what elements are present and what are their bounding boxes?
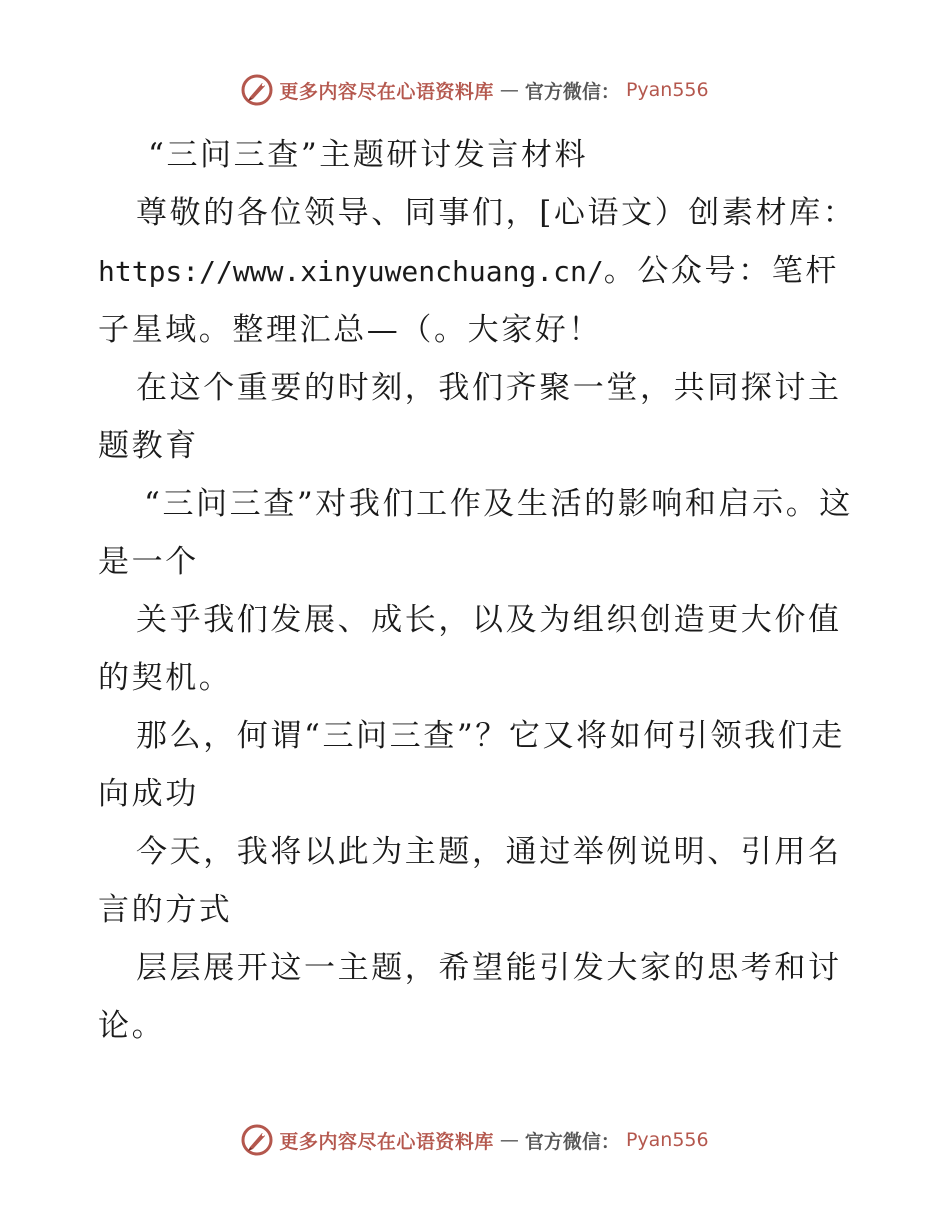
paragraph-2: “三问三查”对我们工作及生活的影响和启示。这是一个 [98, 486, 853, 580]
footer-banner-text: 更多内容尽在心语资料库 [279, 1130, 494, 1153]
header-banner-dash: — [499, 79, 519, 101]
greeting-paragraph [98, 184, 858, 359]
document-title: “三问三查”主题研讨发言材料 [148, 137, 589, 173]
greeting-text-start: 尊敬的各位领导、同事们，[心语文）创素材库： [136, 195, 857, 231]
greeting-text-end: 。公众号：笔杆子星域。整理汇总—（。大家好！ [98, 253, 839, 348]
footer-wechat-label: 官方微信： [524, 1130, 620, 1153]
header-wechat-label: 官方微信： [524, 80, 620, 103]
paragraph-3: 关乎我们发展、成长，以及为组织创造更大价值的契机。 [98, 602, 842, 696]
header-wechat-id: Pyan556 [625, 79, 709, 101]
footer-banner-dash: — [499, 1129, 519, 1151]
header-banner-text: 更多内容尽在心语资料库 [279, 80, 494, 103]
pen-logo-icon [241, 1124, 273, 1156]
document-body [98, 126, 858, 1055]
paragraph-4: 那么，何谓“三问三查”？它又将如何引领我们走向成功 [98, 718, 845, 812]
resource-url: https://www.xinyuwenchuang.cn/ [98, 255, 604, 288]
pen-logo-icon [241, 74, 273, 106]
paragraph-1: 在这个重要的时刻，我们齐聚一堂，共同探讨主题教育 [98, 370, 842, 464]
header-banner [0, 70, 950, 110]
footer-wechat-id: Pyan556 [625, 1129, 709, 1151]
footer-banner [0, 1120, 950, 1160]
paragraph-6: 层层展开这一主题，希望能引发大家的思考和讨论。 [98, 950, 842, 1044]
paragraph-5: 今天，我将以此为主题，通过举例说明、引用名言的方式 [98, 834, 842, 928]
